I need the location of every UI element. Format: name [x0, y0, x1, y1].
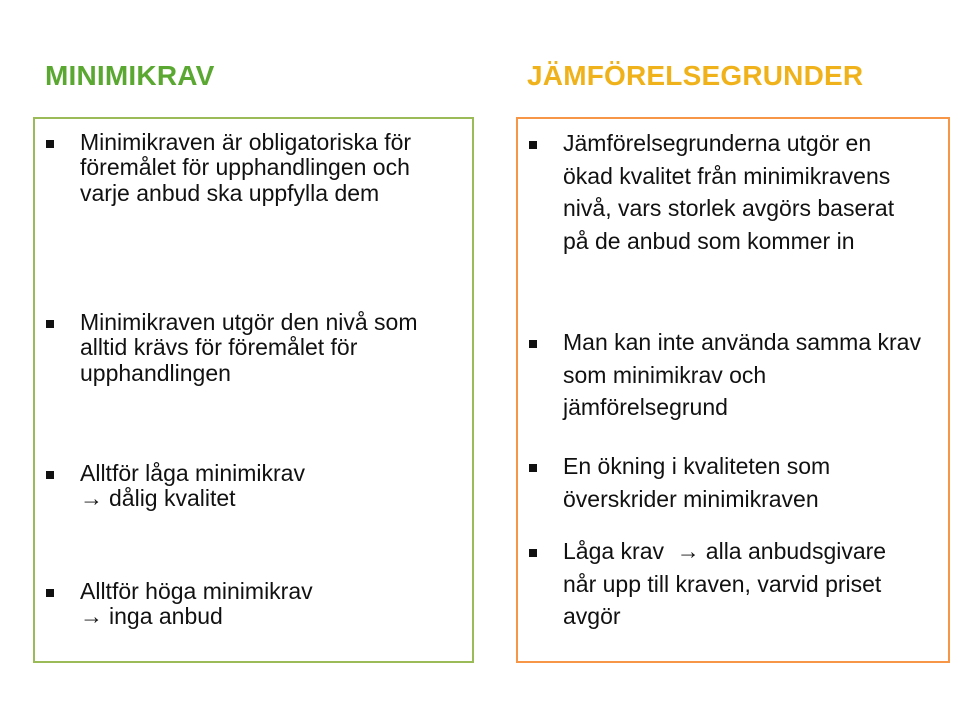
item-result: alla anbudsgivare når upp till kraven, varvid priset avgör [563, 538, 887, 630]
arrow-right-icon: → [80, 485, 103, 512]
jamforelsegrunder-heading: JÄMFÖRELSEGRUNDER [527, 60, 864, 91]
bullet-square-icon [46, 589, 54, 597]
bullet-square-icon [46, 140, 54, 148]
bullet-square-icon [46, 471, 54, 479]
jamforelsegrunder-box [516, 117, 950, 663]
item-lead: Alltför låga minimikrav [80, 460, 305, 486]
list-item-text: Minimikraven utgör den nivå som alltid krävs för föremålet för upphandlingen [80, 309, 418, 386]
list-item-text: Minimikraven är obligatoriska för föremålet för upphandlingen och varje anbud ska uppfylla dem [80, 129, 412, 206]
arrow-right-icon: → [676, 538, 700, 564]
list-item-text [80, 579, 455, 630]
list-item-text: En ökning i kvaliteten som överskrider minimikraven [563, 453, 831, 512]
list-item [46, 579, 455, 630]
list-item-text: Jämförelsegrunderna utgör en ökad kvalitet från minimikravens nivå, vars storlek avgörs baserat på de anbud som kommer in [563, 130, 895, 254]
list-item-text: Man kan inte använda samma krav som minimikrav och jämförelsegrund [563, 329, 921, 421]
arrow-right-icon: → [80, 603, 103, 630]
minimikrav-heading: MINIMIKRAV [45, 60, 215, 91]
bullet-square-icon [529, 464, 537, 472]
list-item-text [563, 535, 923, 633]
list-item [529, 326, 923, 424]
item-lead: Låga krav [563, 538, 665, 564]
list-item [529, 450, 923, 515]
bullet-square-icon [46, 320, 54, 328]
bullet-square-icon [529, 549, 537, 557]
minimikrav-box [33, 117, 474, 663]
list-item-text [80, 461, 455, 512]
bullet-square-icon [529, 141, 537, 149]
list-item [529, 127, 923, 258]
item-lead: Alltför höga minimikrav [80, 578, 313, 604]
item-result: inga anbud [109, 603, 223, 630]
bullet-square-icon [529, 340, 537, 348]
list-item [46, 461, 455, 512]
list-item [529, 535, 923, 633]
item-result: dålig kvalitet [109, 485, 236, 512]
list-item [46, 130, 455, 206]
list-item [46, 310, 455, 386]
